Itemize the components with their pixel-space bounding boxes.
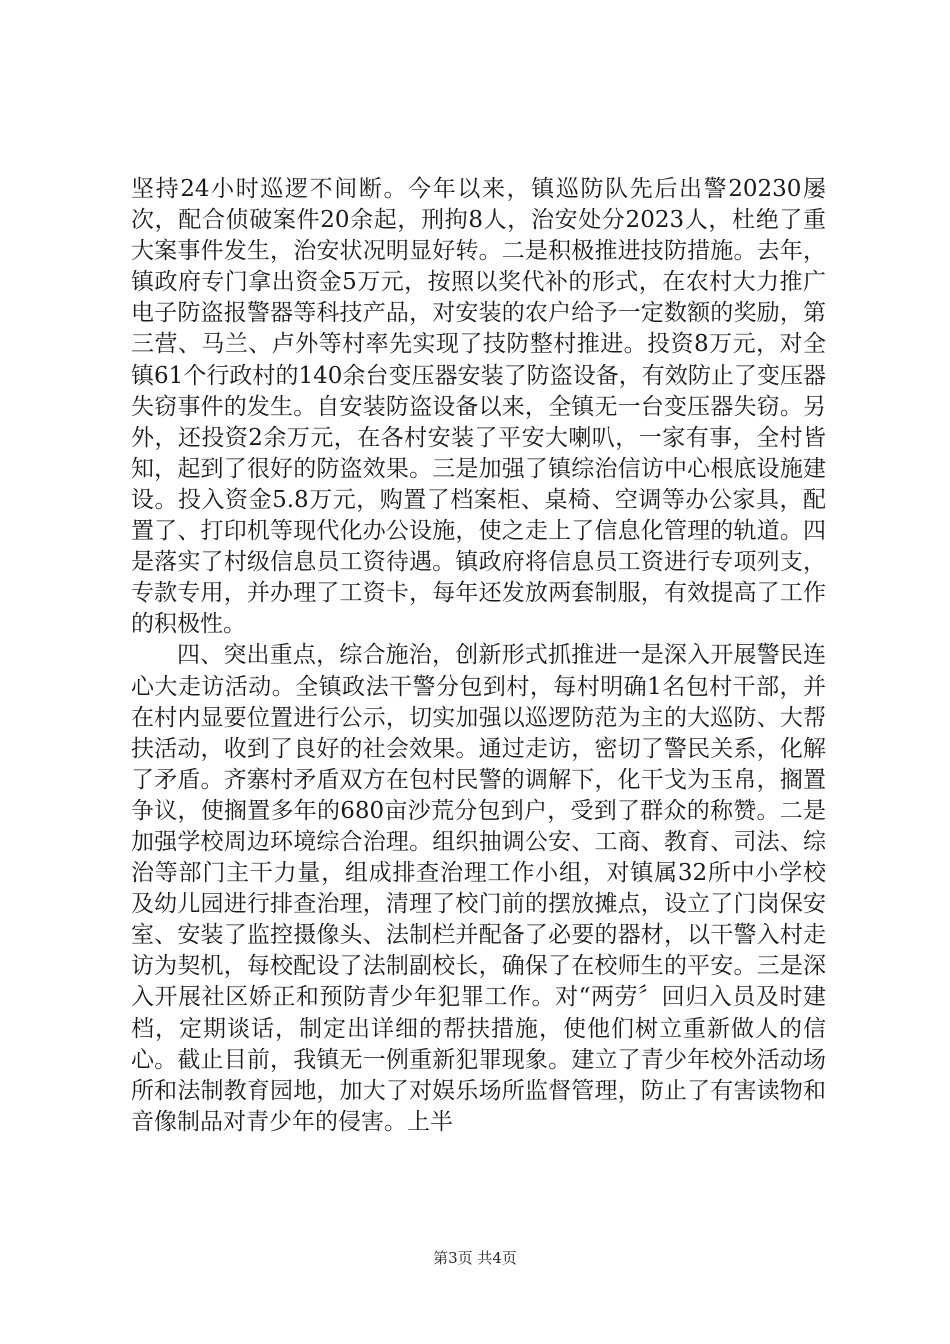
paragraph-section-four: 四、突出重点，综合施治，创新形式抓推进一是深入开展警民连心大走访活动。全镇政法干警分包到村，每村明确1名包村干部，并在村内显要位置进行公示，切实加强以巡逻防范为主的大巡防、大帮扶活动，收到了良好的社会效果。通过走访，密切了警民关系，化解了矛盾。齐寨村矛盾双方在包村民警的调解下，化干戈为玉帛，搁置争议，使搁置多年的680亩沙荒分包到户，受到了群众的称赞。二是加强学校周边环境综合治理。组织抽调公安、工商、教育、司法、综治等部门主干力量，组成排查治理工作小组，对镇属32所中小学校及幼儿园进行排查治理，清理了校门前的摆放摊点，设立了门岗保安室、安装了监控摄像头、法制栏并配备了必要的器材，以干警入村走访为契机，每校配设了法制副校长，确保了在校师生的平安。三是深入开展社区娇正和预防青少年犯罪工作。对“两劳〞回归入员及时建档，定期谈话，制定出详细的帮扶措施，使他们树立重新做人的信心。截止目前，我镇无一例重新犯罪现象。建立了青少年校外活动场所和法制教育园地，加大了对娱乐场所监督管理，防止了有害读物和音像制品对青少年的侵害。上半 — [131, 642, 826, 1135]
page-footer — [0, 1247, 950, 1268]
paragraph-continuation: 坚持24小时巡逻不间断。今年以来，镇巡防队先后出警20230屡次，配合侦破案件20余起，刑拘8人，治安处分2023人，杜绝了重大案事件发生，治安状况明显好转。二是积极推进技防措施。去年，镇政府专门拿出资金5万元，按照以奖代补的形式，在农村大力推广电子防盗报警器等科技产品，对安装的农户给予一定数额的奖励，第三营、马兰、卢外等村率先实现了技防整村推进。投资8万元，对全镇61个行政村的140余台变压器安装了防盗设备，有效防止了变压器失窃事件的发生。自安装防盗设备以来，全镇无一台变压器失窃。另外，还投资2余万元，在各村安装了平安大喇叭，一家有事，全村皆知，起到了很好的防盗效果。三是加强了镇综治信访中心根底设施建设。投入资金5.8万元，购置了档案柜、桌椅、空调等办公家具，配置了、打印机等现代化办公设施，使之走上了信息化管理的轨道。四是落实了村级信息员工资待遇。镇政府将信息员工资进行专项列支，专款专用，并办理了工资卡，每年还发放两套制服，有效提高了工作的积极性。 — [131, 176, 826, 638]
page-number: 第3页 共4页 — [433, 1249, 517, 1267]
document-body — [131, 174, 826, 1138]
